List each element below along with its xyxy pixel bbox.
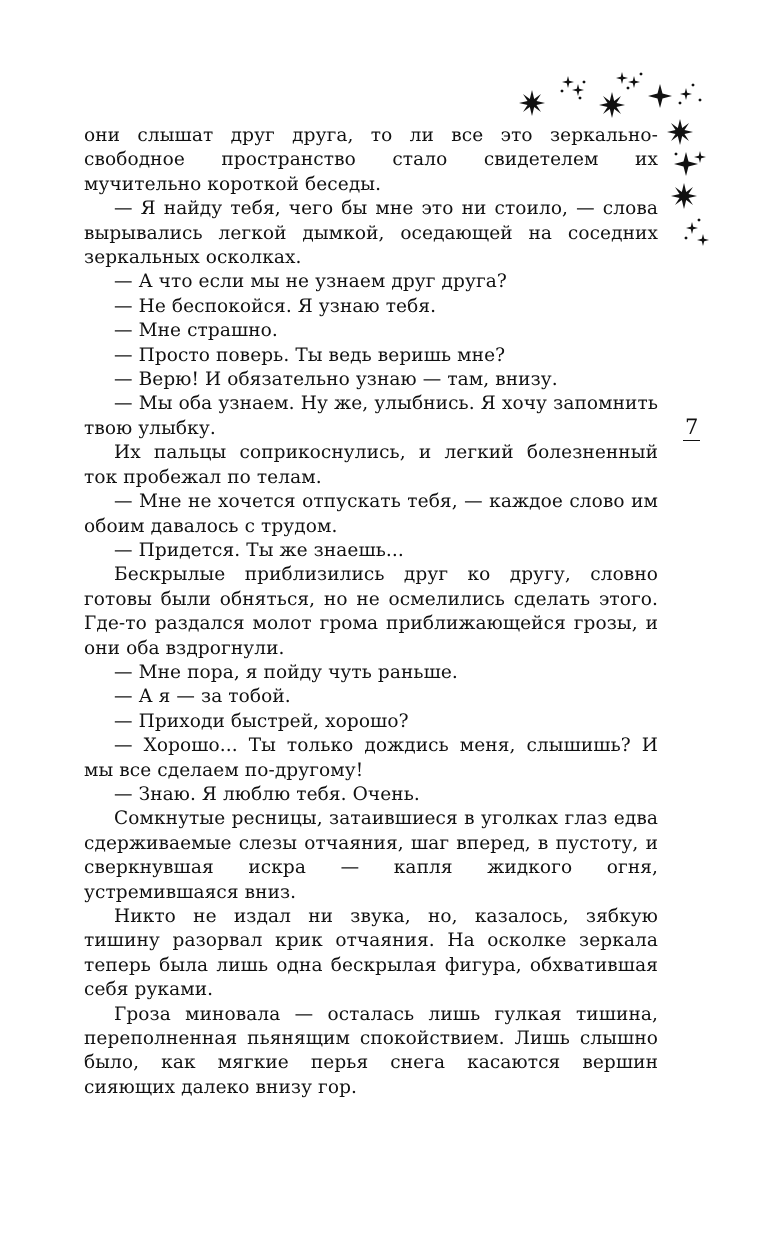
paragraph: Сомкнутые ресницы, затаившиеся в уголках глаз едва сдерживаемые слезы отчаяния, шаг вперед, в пустоту, и сверкнувшая искра — капля жидкого огня, устремившаяся вниз. xyxy=(84,808,658,903)
dialogue-line: — Я найду тебя, чего бы мне это ни стоило, — слова вырывались легкой дымкой, оседающей на соседних зеркальных осколках. xyxy=(84,198,658,269)
dialogue-line: — Мне не хочется отпускать тебя, — каждое слово им обоим давалось с трудом. xyxy=(84,491,658,537)
dialogue-line: — Хорошо... Ты только дождись меня, слышишь? И мы все сделаем по-другому! xyxy=(84,735,658,781)
dialogue-line: — Верю! И обязательно узнаю — там, внизу. xyxy=(114,369,558,391)
dialogue-line: — Просто поверь. Ты ведь веришь мне? xyxy=(114,344,506,366)
dialogue-line: — Не беспокойся. Я узнаю тебя. xyxy=(114,295,437,317)
dialogue-line: — Мы оба узнаем. Ну же, улыбнись. Я хочу запомнить твою улыбку. xyxy=(84,393,658,439)
dialogue-line: — А я — за тобой. xyxy=(114,686,291,708)
paragraph: Их пальцы соприкоснулись, и легкий болезненный ток пробежал по телам. xyxy=(84,442,658,488)
paragraph: Бескрылые приблизились друг ко другу, словно готовы были обняться, но не осмелились сделать этого. Где-то раздался молот грома приближающейся грозы, и они оба вздрогнули. xyxy=(84,564,658,659)
page-number: 7 xyxy=(685,415,699,439)
dialogue-line: — Придется. Ты же знаешь... xyxy=(114,539,404,561)
paragraph: Никто не издал ни звука, но, казалось, зябкую тишину разорвал крик отчаяния. На осколке зеркала теперь была лишь одна бескрылая фигура, обхватившая себя руками. xyxy=(84,906,658,1001)
dialogue-line: — Мне страшно. xyxy=(114,320,278,342)
dialogue-line: — Знаю. Я люблю тебя. Очень. xyxy=(114,783,420,805)
dialogue-line: — А что если мы не узнаем друг друга? xyxy=(114,271,507,293)
body-text xyxy=(84,124,658,1100)
dialogue-line: — Приходи быстрей, хорошо? xyxy=(114,710,409,732)
paragraph: Гроза миновала — осталась лишь гулкая тишина, переполненная пьянящим спокойствием. Лишь слышно было, как мягкие перья снега касаются вершин сияющих далеко внизу гор. xyxy=(84,1003,658,1098)
dialogue-line: — Мне пора, я пойду чуть раньше. xyxy=(114,661,458,683)
paragraph: они слышат друг друга, то ли все это зеркально-свободное пространство стало свидетелем их мучительно короткой беседы. xyxy=(84,125,658,195)
